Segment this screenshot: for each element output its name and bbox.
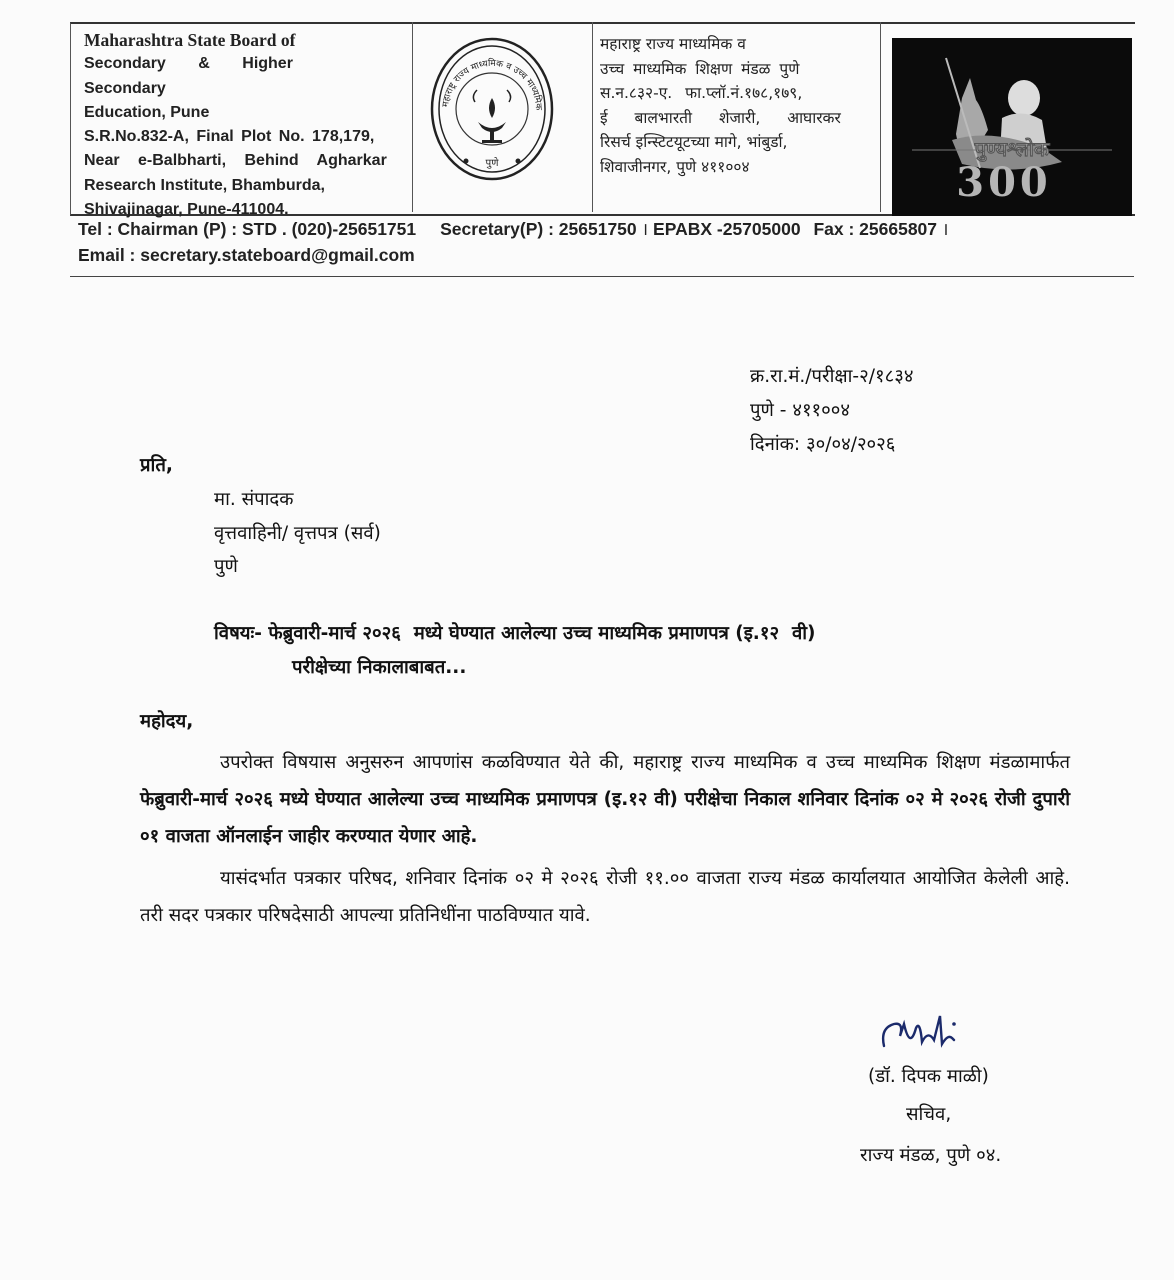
to-label: प्रति, — [140, 455, 173, 476]
reference-block — [750, 360, 913, 462]
subject-text: परीक्षेच्या निकालाबाबत... — [292, 657, 467, 678]
address-line: Education, Pune — [84, 103, 210, 121]
address-line: उच्च माध्यमिक शिक्षण मंडळ पुणे — [600, 59, 800, 78]
logo-text: पुण्यश्लोक — [974, 137, 1050, 161]
address-line: Secondary & Higher Secondary — [84, 55, 293, 97]
paragraph-text: फेब्रुवारी-मार्च २०२६ मध्ये घेण्यात आलेल्या उच्च माध्यमिक प्रमाणपत्र (इ.१२ वी) परीक्षेचा निकाल शनिवार दिनांक ०२ मे २०२६ रोजी दुपारी ०१ वाजता ऑनलाईन जाहीर करण्यात येणार आहे. — [140, 789, 1070, 847]
address-line: शिवाजीनगर, पुणे ४११००४ — [600, 157, 750, 176]
address-line: स.न.८३२-ए. फा.प्लॉ.नं.१७८,१७९, — [600, 84, 803, 102]
reference-date: दिनांक: ३०/०४/२०२६ — [750, 434, 896, 455]
seal-text: महाराष्ट्र राज्य माध्यमिक व उच्च माध्यमिक — [441, 58, 544, 111]
signatory-name: (डॉ. दिपक माळी) — [868, 1066, 989, 1087]
address-line: Research Institute, Bhamburda, — [84, 176, 325, 194]
address-line: Near e-Balbharti, Behind Agharkar — [84, 152, 387, 170]
signatory-office: राज्य मंडळ, पुणे ०४. — [860, 1145, 1002, 1166]
english-address — [84, 28, 402, 222]
paragraph-text: , शनिवार दिनांक ०२ मे २०२६ रोजी ११.०० वाजता राज्य मंडळ कार्यालयात आयोजित केलेली आहे. तरी सदर पत्रकार परिषदेसाठी आपल्या प्रतिनिधींना पाठविण्यात यावे. — [140, 868, 1070, 926]
address-line: ई बालभारती शेजारी, आघारकर — [600, 108, 841, 127]
address-line: महाराष्ट्र राज्य माध्यमिक व — [600, 35, 746, 53]
address-line: S.R.No.832-A, Final Plot No. 178,179, — [84, 128, 375, 146]
secretary-phone: Secretary(P) : 25651750 — [440, 219, 637, 239]
epabx-number: EPABX -25705000 — [653, 219, 801, 239]
contact-details: Tel : Chairman (P) : STD . (020)-25651751 Secretary(P) : 25651750 । EPABX -25705000 Fax : 25665807 । Email : secretary.stateboard@gmail.com — [78, 216, 1078, 268]
recipient-line: वृत्तवाहिनी/ वृत्तपत्र (सर्व) — [214, 523, 381, 544]
seal-bottom-text: पुणे — [485, 158, 499, 169]
board-name-english: Maharashtra State Board of — [84, 30, 296, 50]
subject-text: फेब्रुवारी-मार्च २०२६ मध्ये घेण्यात आलेल्या उच्च माध्यमिक प्रमाणपत्र (इ.१२ वी) — [268, 623, 816, 644]
reference-number: क्र.रा.मं./परीक्षा-२/१८३४ — [750, 366, 914, 387]
board-seal-logo — [428, 36, 556, 182]
marathi-address — [600, 32, 870, 179]
letterhead-divider — [412, 22, 413, 212]
signatory-designation: सचिव, — [906, 1104, 952, 1125]
punyashlok-300-logo — [892, 38, 1132, 216]
reference-place: पुणे - ४११००४ — [750, 400, 851, 421]
chairman-phone: Tel : Chairman (P) : STD . (020)-25651751 — [78, 219, 417, 239]
letterhead-rule — [70, 276, 1134, 277]
subject-label: विषयः- — [214, 623, 262, 644]
letterhead-divider — [592, 22, 593, 212]
recipient-line: पुणे — [214, 556, 238, 577]
address-line: Shivajinagar, Pune-411004. — [84, 201, 289, 219]
logo-number: 300 — [956, 159, 1052, 206]
body-paragraph — [140, 744, 1070, 855]
greeting: महोदय, — [140, 711, 194, 732]
body-paragraph — [140, 860, 1070, 934]
paragraph-text: उपरोक्त विषयास अनुसरुन आपणांस कळविण्यात येते की, महाराष्ट्र राज्य माध्यमिक व उच्च माध्यमिक शिक्षण मंडळामार्फत — [220, 752, 1070, 773]
recipient-line: मा. संपादक — [214, 489, 294, 510]
letterhead-divider — [880, 22, 881, 212]
paragraph-text: यासंदर्भात पत्रकार परिषद — [220, 868, 392, 889]
address-line: रिसर्च इन्स्टिटयूटच्या मागे, भांबुर्डा, — [600, 133, 788, 151]
handwritten-signature — [870, 1010, 1070, 1060]
fax-number: Fax : 25665807 — [813, 219, 938, 239]
subject-line — [214, 620, 816, 645]
email-line: Email : secretary.stateboard@gmail.com — [78, 245, 415, 265]
